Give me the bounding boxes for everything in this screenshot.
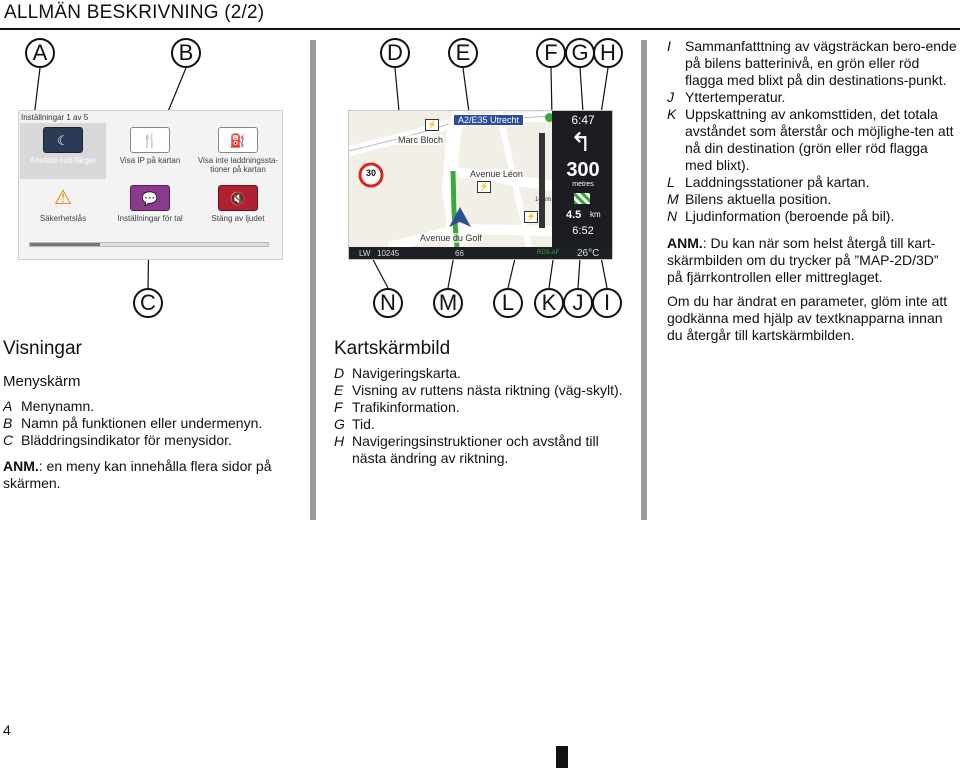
callout-e: E <box>448 38 478 68</box>
poi-icon: 🍴 <box>130 127 170 153</box>
callout-k: K <box>534 288 564 318</box>
page-title: ALLMÄN BESKRIVNING (2/2) <box>4 2 265 23</box>
callout-g: G <box>565 38 595 68</box>
menu-item-safety-lock <box>20 183 106 233</box>
menu-title: Inställningar 1 av 5 <box>21 113 89 122</box>
radio-band: LW <box>359 249 371 258</box>
menu-screen <box>18 110 283 260</box>
menu-scroll-thumb <box>30 243 100 246</box>
charging-station-icon: ⛽ <box>218 127 258 153</box>
arrival-time: 6:52 <box>572 225 594 237</box>
turn-left-arrow-icon: ↰ <box>570 127 592 157</box>
nav-instruction-panel <box>552 111 613 247</box>
list-item: L Laddningsstationer på kartan. <box>667 174 870 190</box>
callout-n: N <box>373 288 403 318</box>
menu-item-mute <box>195 183 281 233</box>
moon-icon: ☾ <box>43 127 83 153</box>
callout-c: C <box>133 288 163 318</box>
nav-status-bar <box>349 247 613 260</box>
remaining-distance: 4.5 <box>566 209 582 221</box>
list-item: M Bilens aktuella position. <box>667 191 832 207</box>
nav-screen <box>348 110 613 260</box>
list-item: D Navigeringskarta. <box>334 365 461 381</box>
nav-legend-list <box>667 38 957 344</box>
menu-item-show-poi <box>107 123 193 179</box>
outside-temperature: 26°C <box>577 248 600 259</box>
callout-h: H <box>593 38 623 68</box>
clock-time: 6:47 <box>571 113 595 127</box>
menu-item-label: Inställningar för tal <box>117 214 183 223</box>
menu-item-speech <box>107 183 193 233</box>
menu-item-label: Säkerhetslås <box>39 214 87 223</box>
menu-item-label: Stäng av ljudet <box>211 214 265 223</box>
speech-icon: 💬 <box>130 185 170 211</box>
charging-station-icon: ⚡ <box>524 211 538 223</box>
list-item: E Visning av ruttens nästa riktning (väg-skylt). <box>334 382 623 398</box>
list-item: J Yttertemperatur. <box>667 89 786 105</box>
warning-icon: ⚠ <box>54 186 72 209</box>
traffic-distance: 14 km <box>535 197 552 203</box>
remaining-unit: km <box>590 210 601 219</box>
list-item: C Bläddringsindikator för menysidor. <box>3 432 232 448</box>
distance-to-turn: 300 <box>566 159 600 181</box>
callout-i: I <box>592 288 622 318</box>
street-label: Marc Bloch <box>398 135 444 145</box>
note: ANM.: en meny kan innehålla flera sidor på skärmen. <box>3 458 272 491</box>
map-legend-list <box>334 365 627 467</box>
menu-item-hide-charging <box>195 123 281 179</box>
callout-d: D <box>380 38 410 68</box>
subheading-menyskarm: Menyskärm <box>3 373 81 390</box>
list-item: H Navigeringsinstruktioner och avstånd till nästa ändring av riktning. <box>334 433 599 466</box>
nav-map <box>349 111 554 247</box>
traffic-bar <box>539 133 545 228</box>
poi-marker-icon: ⚡ <box>425 119 439 131</box>
destination-flag-icon <box>574 193 590 204</box>
section-heading-kartskarmbild: Kartskärmbild <box>334 338 451 359</box>
callout-a: A <box>25 38 55 68</box>
mute-icon: 🔇 <box>218 185 258 211</box>
list-item: I Sammanfatttning av vägsträckan bero-ende på bilens batterinivå, en grön eller röd flagga med blixt på din destinations-punkt. <box>667 38 957 88</box>
callout-b: B <box>171 38 201 68</box>
page-number: 4 <box>3 722 11 738</box>
list-item: N Ljudinformation (beroende på bil). <box>667 208 895 224</box>
street-label: Avenue Léon <box>470 169 523 179</box>
note: ANM.: Du kan när som helst återgå till kart-skärmbilden om du trycker på ”MAP-2D/3D” på fjärrkontrollen eller mittreglaget. <box>667 235 939 285</box>
rds-indicator: RDS-AF <box>537 250 560 256</box>
callout-f: F <box>536 38 566 68</box>
callout-j: J <box>563 288 593 318</box>
list-item: A Menynamn. <box>3 398 95 414</box>
menu-item-label: Använd natt-färger <box>29 156 97 165</box>
menu-scroll-indicator <box>29 242 269 247</box>
distance-unit: metres <box>572 181 594 188</box>
list-item: B Namn på funktionen eller undermenyn. <box>3 415 263 431</box>
callout-m: M <box>433 288 463 318</box>
status-value: 66 <box>455 249 464 258</box>
menu-item-night-colors <box>20 123 106 179</box>
street-label: Avenue du Golf <box>420 233 482 243</box>
menu-legend-list <box>3 398 303 492</box>
road-sign: A2/E35 Utrecht <box>453 114 524 126</box>
menu-item-label: Visa IP på kartan <box>119 156 181 165</box>
list-item: K Uppskattning av ankomsttiden, det totala avståndet som återstår och möjlighe-ten att nå din destination (grön eller röd flagga med blixt). <box>667 106 954 173</box>
radio-frequency: 10245 <box>377 249 400 258</box>
callout-l: L <box>493 288 523 318</box>
list-item: G Tid. <box>334 416 375 432</box>
section-heading-visningar: Visningar <box>3 338 82 359</box>
menu-item-label: Visa inte laddningssta-tioner på kartan <box>197 156 279 174</box>
note: Om du har ändrat en parameter, glöm inte att godkänna med hjälp av textknapparna innan du återgår till kartskärmbilden. <box>667 293 948 343</box>
speed-limit-sign: 30 <box>365 168 376 178</box>
charging-station-icon: ⚡ <box>477 181 491 193</box>
list-item: F Trafikinformation. <box>334 399 460 415</box>
thumb-tab-marker <box>556 746 568 768</box>
